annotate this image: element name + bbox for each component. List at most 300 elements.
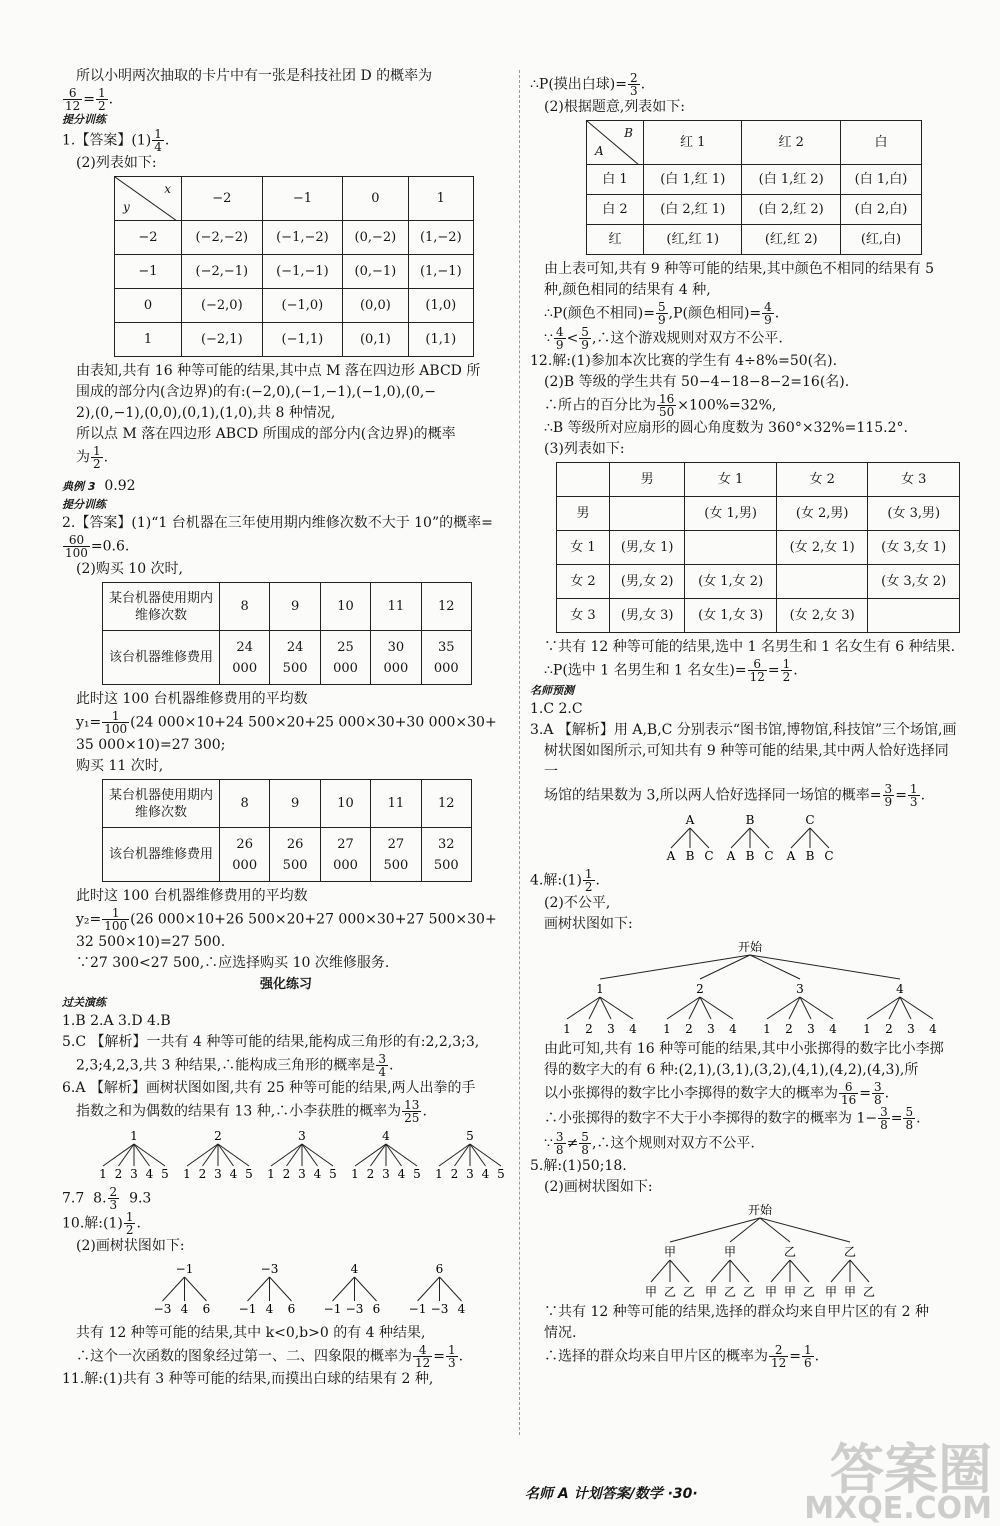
tree-node: 乙: [783, 1245, 797, 1259]
tree-leaf: 乙: [682, 1285, 696, 1299]
table-cell: [776, 565, 868, 599]
equation-line: $\frac{60}{100}$ =0.6.: [65, 533, 130, 560]
table-cell: 10: [320, 583, 370, 631]
tree-branch: [187, 1144, 218, 1166]
table-cell: (女 2,男): [776, 497, 868, 531]
table-cell: [868, 599, 960, 633]
table-row: [557, 599, 960, 633]
table-cell: (白 2,红 2): [742, 195, 840, 225]
equation-line: ∴P(摸出白球)= $\frac{2}{3}$ .: [530, 71, 646, 98]
fraction: $\frac{6}{12}$: [65, 86, 81, 113]
text-line: 2,3;4,2,3,共 3 种结果,∴能构成三角形的概率是 $\frac{3}{4}$ .: [76, 1052, 394, 1079]
tree-branch: [731, 828, 750, 848]
text-line: (2)购买 10 次时,: [76, 561, 183, 577]
tree-leaf: 3: [907, 1022, 915, 1036]
tree-leaf: 6: [287, 1302, 296, 1316]
tree-branch: [119, 1144, 135, 1166]
tree-leaf: 1: [435, 1167, 443, 1181]
text-line: 树状图如图所示,可知共有 9 种等可能的结果,其中两人恰好选择同一: [544, 743, 949, 780]
table-cell: 10: [320, 780, 370, 828]
fraction: $\frac{4}{9}$: [555, 325, 564, 352]
text-line: 典例 3 0.92: [62, 478, 136, 494]
tree-leaf: −1: [238, 1302, 257, 1316]
table-cell: (1,1): [408, 323, 473, 357]
text-line: 此时这 100 台机器维修费用的平均数: [76, 691, 308, 707]
axis-label-b: B: [624, 126, 633, 140]
tree-branch: [302, 1144, 333, 1166]
tree-leaf: 乙: [723, 1285, 737, 1299]
fraction: $\frac{13}{25}$: [404, 1098, 420, 1125]
table-cell: (男,女 3): [610, 599, 685, 633]
table-cell: 27 500: [371, 828, 421, 882]
tree-branch: [270, 1277, 292, 1301]
text-line: 围成的部分内(含边界)的有:(−2,0),(−1,−1),(−1,0),(0,−: [76, 384, 437, 400]
text-line: 指数之和为偶数的结果有 13 种,∴小李获胜的概率为 $\frac{13}{25}$ .: [76, 1098, 427, 1125]
tree-branch: [670, 1218, 760, 1242]
section-heading: 典例 3: [62, 480, 96, 493]
tree-leaf: 4: [629, 1022, 637, 1036]
equation-line: 场馆的结果数为 3,所以两人恰好选择同一场馆的概率= $\frac{3}{9}$ = $\frac{1}{3}$ .: [544, 782, 926, 809]
table-header: 男: [610, 463, 685, 497]
table-cell: (白 2,白): [840, 195, 921, 225]
tree-node: 4: [350, 1262, 359, 1276]
tree-node: 5: [466, 1129, 474, 1143]
table-cell: 男: [557, 497, 610, 531]
tree-leaf: 4: [313, 1167, 322, 1181]
table-cell: (0,1): [343, 323, 408, 357]
equation-line: ∴P(颜色不相同)= $\frac{5}{9}$ ,P(颜色相同)= $\frac{4}{9}$ .: [544, 300, 780, 327]
fraction: $\frac{2}{3}$: [629, 71, 638, 98]
table-row: [587, 225, 922, 255]
watermark-text: 答案圈: [830, 1438, 992, 1501]
tree-branch: [302, 1144, 318, 1166]
axis-label-x: x: [164, 182, 171, 196]
text-line: 得的数字大的有 6 种:(2,1),(3,1),(3,2),(4,1),(4,2),(4,3),所: [544, 1062, 919, 1078]
tree-leaf: 1: [351, 1167, 359, 1181]
table-header: 1: [408, 177, 473, 221]
table-header: 红 2: [742, 121, 840, 165]
text-line: 所以点 M 落在四边形 ABCD 所围成的部分内(含边界)的概率: [76, 426, 456, 442]
text-line: 7.7 8. $\frac{2}{3}$ 9.3: [62, 1185, 152, 1212]
tree-leaf: 4: [829, 1022, 837, 1036]
text-line: 5.C 【解析】一共有 4 种等可能的结果,能构成三角形的有:2,2,3;3,: [62, 1034, 480, 1050]
tree-leaf: 4: [729, 1022, 737, 1036]
table-cell: −1: [115, 255, 182, 289]
table-cell: 24 000: [220, 631, 270, 685]
fraction: $\frac{60}{100}$: [65, 533, 88, 560]
table-cell: (−2,1): [182, 323, 263, 357]
tree-leaf: 5: [497, 1167, 505, 1181]
fraction: $\frac{1}{2}$: [98, 86, 106, 113]
tree-leaf: 4: [481, 1167, 490, 1181]
tree-branch: [386, 1144, 417, 1166]
tree-leaf: 甲: [704, 1285, 718, 1299]
tree-branch: [371, 1144, 387, 1166]
text-line: 35 000×10)=27 300;: [76, 737, 226, 753]
text-line: (2)列表如下:: [76, 155, 157, 171]
tree-leaf: 甲: [783, 1285, 797, 1299]
tree-leaf: 6: [372, 1302, 381, 1316]
tree-branch: [355, 1144, 386, 1166]
tree-branch: [455, 1144, 471, 1166]
text-line: 由上表可知,共有 9 种等可能的结果,其中颜色不相同的结果有 5: [544, 261, 935, 277]
tree-leaf: 5: [161, 1167, 169, 1181]
table-cell: 26 500: [270, 828, 320, 882]
tree-leaf: −1: [408, 1302, 427, 1316]
equation-line: ∴P(选中 1 名男生和 1 名女生)= $\frac{6}{12}$ = $\frac{1}{2}$ .: [544, 657, 798, 684]
table-cell: [610, 497, 685, 531]
text-line: (3)列表如下:: [544, 441, 625, 457]
tree-branch: [218, 1144, 249, 1166]
tree-node: −3: [260, 1262, 279, 1276]
table-cell: (女 3,女 1): [868, 531, 960, 565]
table-row: [115, 255, 474, 289]
text-line: 此时这 100 台机器维修费用的平均数: [76, 888, 308, 904]
equation-line: y₂= $\frac{1}{100}$ (26 000×10+26 500×20+27 000×30+27 500×30+: [76, 906, 497, 933]
table-row: [115, 221, 474, 255]
table-cell: 11: [371, 780, 421, 828]
tree-leaf: 甲: [843, 1285, 857, 1299]
table-cell: (男,女 2): [610, 565, 685, 599]
fraction: $\frac{3}{8}$: [880, 1105, 888, 1132]
tree-branch: [218, 1144, 234, 1166]
table-header: 红 1: [644, 121, 742, 165]
table-cell: 32 500: [421, 828, 471, 882]
tree-node: 4: [382, 1129, 390, 1143]
fraction: $\frac{1}{2}$: [93, 444, 101, 471]
tree-leaf: 3: [298, 1167, 306, 1181]
text-line: 5.解:(1)50;18.: [530, 1158, 627, 1174]
text-line: (2)根据题意,列表如下:: [544, 99, 685, 115]
table-cell: −2: [115, 221, 182, 255]
table-cell: 27 000: [320, 828, 370, 882]
tree-leaf: 3: [130, 1167, 138, 1181]
table-cell: (女 1,女 3): [685, 599, 777, 633]
fraction: $\frac{6}{16}$: [841, 1080, 857, 1107]
tree-branch: [185, 1277, 207, 1301]
tree-leaf: 乙: [862, 1285, 876, 1299]
tree-leaf: 1: [663, 1022, 671, 1036]
text-line: ∵共有 12 种等可能的结果,选择的群众均来自甲片区的有 2 种: [544, 1304, 929, 1320]
text-line: 购买 11 次时,: [76, 758, 164, 774]
equation-line: ∵ $\frac{3}{8}$ ≠ $\frac{5}{8}$ ,∴这个规则对双方不公平.: [544, 1130, 755, 1157]
fraction: $\frac{1}{4}$: [154, 127, 162, 154]
tree-branch: [600, 955, 750, 979]
tree-branch: [355, 1277, 377, 1301]
tree-leaf: 乙: [663, 1285, 677, 1299]
tree-leaf: −1: [323, 1302, 342, 1316]
tree-leaf: 2: [450, 1167, 459, 1181]
tree-leaf: −3: [430, 1302, 449, 1316]
tree-leaf: 2: [885, 1022, 893, 1036]
section-heading: 过关演练: [62, 996, 106, 1009]
tree-leaf: 3: [707, 1022, 715, 1036]
table-cell: 白 2: [587, 195, 644, 225]
tree-leaf: 4: [180, 1302, 189, 1316]
table-cell: 女 2: [557, 565, 610, 599]
equation-line: ∴选择的群众均来自甲片区的概率为 $\frac{2}{12}$ = $\frac{1}{6}$ .: [544, 1343, 820, 1370]
tree-leaf: 3: [807, 1022, 815, 1036]
text-line: 2),(0,−1),(0,0),(0,1),(1,0),共 8 种情况,: [76, 405, 336, 421]
coordinate-table: [114, 176, 474, 357]
table-cell: 女 3: [557, 599, 610, 633]
table-row: [103, 583, 472, 631]
text-line: 所以小明两次抽取的卡片中有一张是科技社团 D 的概率为: [76, 68, 433, 84]
tree-leaf: 5: [413, 1167, 421, 1181]
tree-leaf: −3: [153, 1302, 172, 1316]
table-cell: 11: [371, 583, 421, 631]
table-cell: (−1,0): [262, 289, 343, 323]
table-cell: (−2,−1): [182, 255, 263, 289]
tree-leaf: 4: [229, 1167, 238, 1181]
tree-leaf: 乙: [742, 1285, 756, 1299]
table-row: [557, 565, 960, 599]
text-line: 由此可知,共有 16 种等可能的结果,其中小张掷得的数字比小李掷: [544, 1041, 944, 1057]
table-cell: (女 3,女 2): [868, 565, 960, 599]
section-heading: 提分训练: [62, 498, 106, 511]
tree-node: A: [685, 813, 695, 827]
tree-leaf: A: [666, 849, 676, 863]
table-cell: 8: [220, 780, 270, 828]
equation-line: ∵ $\frac{4}{9}$ < $\frac{5}{9}$ ,∴这个游戏规则对双方不公平.: [544, 325, 783, 352]
table-row: [103, 828, 472, 882]
tree-leaf: C: [704, 849, 714, 863]
table-cell: (1,−2): [408, 221, 473, 255]
text-line: ∴B 等级所对应扇形的圆心角度数为 360°×32%=115.2°.: [544, 420, 908, 436]
tree-node: 3: [796, 982, 804, 996]
tree-node: 1: [130, 1129, 138, 1143]
table-corner-cell: [115, 177, 182, 221]
tree-node: 甲: [723, 1245, 737, 1259]
tree-node: 1: [596, 982, 604, 996]
tree-leaf: 4: [265, 1302, 274, 1316]
tree-branch: [287, 1144, 303, 1166]
tree-branch: [418, 1277, 440, 1301]
tree-branch: [470, 1144, 501, 1166]
tree-branch: [163, 1277, 185, 1301]
tree-leaf: 2: [114, 1167, 123, 1181]
text-line: 为 $\frac{1}{2}$ .: [76, 444, 109, 471]
tree-branch: [831, 1260, 850, 1282]
tree-leaf: A: [786, 849, 796, 863]
text-line: 11.解:(1)共有 3 种等可能的结果,而摸出白球的结果有 2 种,: [62, 1371, 434, 1387]
tree-branch: [750, 828, 769, 848]
equation-line: $\frac{6}{12}$ = $\frac{1}{2}$ .: [65, 86, 114, 113]
tree-leaf: 1: [183, 1167, 191, 1181]
tree-branch: [850, 1260, 869, 1282]
table-row: [587, 165, 922, 195]
tree-node: C: [805, 813, 815, 827]
tree-leaf: 2: [282, 1167, 291, 1181]
tree-branch: [103, 1144, 134, 1166]
table-cell: (0,−1): [343, 255, 408, 289]
fraction: $\frac{5}{8}$: [581, 1130, 589, 1157]
text-line: 4.解:(1) $\frac{1}{2}$ .: [530, 867, 600, 894]
table-cell: 白 1: [587, 165, 644, 195]
ball-table: [586, 120, 922, 255]
text-line: 12.解:(1)参加本次比赛的学生有 4÷8%=50(名).: [530, 353, 838, 369]
text-line: (2)画树状图如下:: [544, 1179, 653, 1195]
tree-branch: [711, 1260, 730, 1282]
table-cell: 24 500: [270, 631, 320, 685]
tree-leaf: 5: [245, 1167, 253, 1181]
tree-leaf: 1: [763, 1022, 771, 1036]
tree-diagram-5: [530, 1200, 962, 1300]
text-line: 3.A 【解析】用 A,B,C 分别表示“图书馆,博物馆,科技馆”三个场馆,画: [530, 722, 957, 738]
tree-branch: [690, 828, 709, 848]
table-corner-cell: [587, 121, 644, 165]
tree-diagram-4: [530, 937, 962, 1037]
tree-branch: [248, 1277, 270, 1301]
text-line: (2)B 等级的学生共有 50−4−18−8−2=16(名).: [544, 374, 850, 390]
table-cell: (红,白): [840, 225, 921, 255]
tree-branch: [790, 1260, 809, 1282]
tree-branch: [760, 1218, 850, 1242]
table-cell: (白 1,白): [840, 165, 921, 195]
fraction: $\frac{4}{9}$: [764, 300, 772, 327]
fraction: $\frac{1}{3}$: [909, 782, 918, 809]
table-cell: 30 000: [371, 631, 421, 685]
table-cell: (女 2,女 3): [776, 599, 868, 633]
tree-diagram-abc: [530, 810, 962, 866]
table-row: [103, 780, 472, 828]
fraction: $\frac{4}{12}$: [415, 1343, 431, 1370]
tree-leaf: 甲: [644, 1285, 658, 1299]
text-line: (2)画树状图如下:: [76, 1238, 185, 1254]
column-divider: [519, 70, 520, 1435]
tree-leaf: A: [726, 849, 736, 863]
axis-label-y: y: [123, 200, 130, 214]
table-header: 该台机器维修费用: [103, 631, 220, 685]
text-line: 情况.: [544, 1325, 577, 1341]
table-cell: 0: [115, 289, 182, 323]
table-row: [557, 463, 960, 497]
fraction: $\frac{1}{100}$: [104, 709, 128, 736]
table-cell: (−1,1): [262, 323, 343, 357]
section-heading: 提分训练: [62, 113, 106, 126]
tree-leaf: 3: [382, 1167, 390, 1181]
table-header: 该台机器维修费用: [103, 828, 220, 882]
tree-branch: [440, 1277, 462, 1301]
tree-leaf: 3: [466, 1167, 474, 1181]
tree-leaf: 3: [214, 1167, 222, 1181]
table-cell: (−2,−2): [182, 221, 263, 255]
table-row: [557, 497, 960, 531]
table-header: 0: [343, 177, 408, 221]
equation-line: ∴小张掷得的数字不大于小李掷得的数字的概率为 1− $\frac{3}{8}$ = $\frac{5}{8}$ .: [544, 1105, 921, 1132]
tree-node: −1: [175, 1262, 194, 1276]
table-cell: (红,红 1): [644, 225, 742, 255]
table-header: 某台机器使用期内维修次数: [103, 583, 220, 631]
table-cell: 9: [270, 583, 320, 631]
tree-leaf: 4: [145, 1167, 154, 1181]
fraction: $\frac{3}{4}$: [378, 1052, 386, 1079]
tree-leaf: 1: [267, 1167, 275, 1181]
table-cell: (白 1,红 1): [644, 165, 742, 195]
tree-branch: [470, 1144, 486, 1166]
table-row: [115, 323, 474, 357]
table-row: [587, 195, 922, 225]
fraction: $\frac{1}{2}$: [782, 657, 791, 684]
table-cell: 9: [270, 780, 320, 828]
tree-leaf: −3: [345, 1302, 364, 1316]
tree-leaf: 2: [366, 1167, 375, 1181]
table-row: [103, 631, 472, 685]
tree-leaf: 1: [99, 1167, 107, 1181]
equation-line: y₁= $\frac{1}{100}$ (24 000×10+24 500×20+25 000×30+30 000×30+: [76, 709, 497, 736]
tree-start-node: 开始: [737, 940, 763, 954]
tree-node: 2: [214, 1129, 222, 1143]
text-line: 1.【答案】(1) $\frac{1}{4}$ .: [62, 127, 170, 154]
tree-branch: [791, 828, 810, 848]
text-line: 画树状图如下:: [544, 916, 633, 932]
fraction: $\frac{1}{2}$: [125, 1210, 134, 1237]
table-cell: 26 000: [220, 828, 270, 882]
tree-branch: [333, 1277, 355, 1301]
tree-leaf: 3: [607, 1022, 615, 1036]
table-cell: 12: [421, 780, 471, 828]
tree-branch: [134, 1144, 150, 1166]
tree-branch: [203, 1144, 219, 1166]
table-cell: (−2,0): [182, 289, 263, 323]
equation-line: 以小张掷得的数字比小李掷得的数字大的概率为 $\frac{6}{16}$ = $\frac{3}{8}$ .: [544, 1080, 890, 1107]
table-header: −2: [182, 177, 263, 221]
table-header: 白: [840, 121, 921, 165]
tree-branch: [750, 955, 900, 979]
tree-branch: [771, 1260, 790, 1282]
table-cell: (0,−2): [343, 221, 408, 255]
tree-leaf: B: [805, 849, 815, 863]
watermark-logo: [804, 1438, 992, 1526]
table-row: [557, 531, 960, 565]
tree-leaf: 4: [457, 1302, 466, 1316]
table-cell: [685, 531, 777, 565]
text-line: ∵27 300<27 500,∴应选择购买 10 次维修服务.: [76, 955, 390, 971]
text-line: 种,颜色相同的结果有 4 种,: [544, 282, 711, 298]
fraction: $\frac{5}{8}$: [905, 1105, 914, 1132]
watermark-url: MXQE.COM: [804, 1491, 992, 1526]
tree-node: 2: [696, 982, 704, 996]
table-cell: (1,0): [408, 289, 473, 323]
tree-leaf: B: [745, 849, 755, 863]
tree-leaf: 2: [785, 1022, 793, 1036]
fraction: $\frac{2}{3}$: [109, 1185, 118, 1212]
table-cell: (−1,−2): [262, 221, 343, 255]
tree-leaf: 4: [929, 1022, 937, 1036]
table-cell: (女 1,男): [685, 497, 777, 531]
tree-node: 4: [896, 982, 904, 996]
text-line: 共有 12 种等可能的结果,其中 k<0,b>0 的有 4 种结果,: [76, 1325, 426, 1341]
tree-branch: [671, 828, 690, 848]
tree-leaf: 1: [563, 1022, 571, 1036]
tree-start-node: 开始: [747, 1203, 773, 1217]
right-column: [530, 72, 962, 1369]
table-header: −1: [262, 177, 343, 221]
tree-leaf: 1: [863, 1022, 871, 1036]
section-heading: 名师预测: [530, 684, 574, 697]
axis-label-a: A: [595, 144, 604, 158]
tree-node: 甲: [663, 1245, 677, 1259]
table-header: 女 2: [776, 463, 868, 497]
tree-leaf: B: [685, 849, 695, 863]
fraction: $\frac{3}{8}$: [874, 1080, 882, 1107]
fraction: $\frac{1}{100}$: [104, 906, 128, 933]
tree-leaf: 甲: [764, 1285, 778, 1299]
tree-node: 6: [435, 1262, 444, 1276]
tree-branch: [439, 1144, 470, 1166]
repair-cost-table-10: [102, 582, 472, 685]
tree-diagram-6: [62, 1126, 510, 1184]
